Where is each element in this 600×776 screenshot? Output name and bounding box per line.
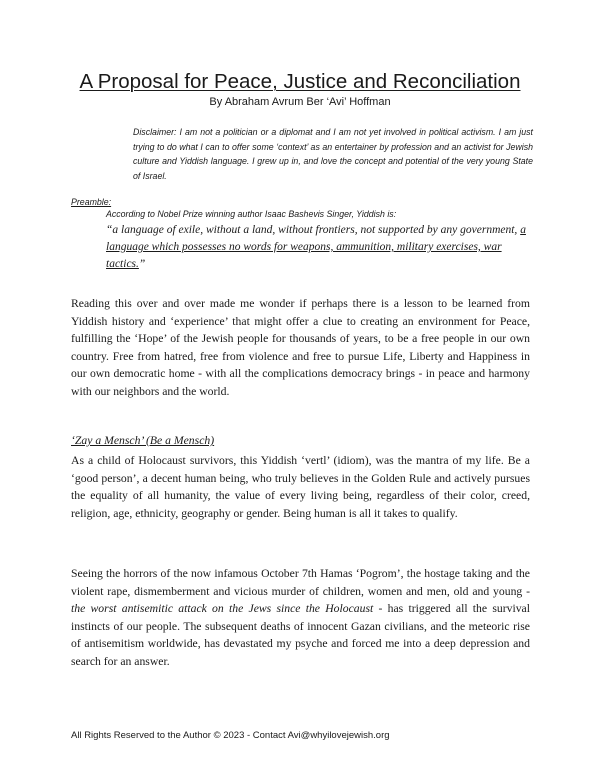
singer-quote (106, 222, 526, 273)
document-title: A Proposal for Peace, Justice and Reconciliation (79, 70, 521, 93)
preamble-intro: According to Nobel Prize winning author Isaac Bashevis Singer, Yiddish is: (106, 209, 397, 219)
section-heading: ‘Zay a Mensch’ (Be a Mensch) (71, 434, 215, 447)
paragraph-october-7-end: - has triggered all the survival instincts of our people. The subsequent deaths of innocent Gazan civilians, and the meteoric rise of antisemitism worldwide, has devastated my psyche and forced me into a deep depression and search for an answer. (71, 602, 530, 668)
paragraph-mensch: As a child of Holocaust survivors, this Yiddish ‘vertl’ (idiom), was the mantra of my life. Be a ‘good person’, a decent human being, who truly believes in the Golden Rule and actively pursues the equality of all humanity, the value of every living being, regardless of their color, creed, religion, age, ethnicity, geography or gender. Being human is all it takes to qualify. (71, 454, 530, 520)
paragraph-october-7-emphasis: the worst antisemitic attack on the Jews since the Holocaust (71, 602, 374, 615)
disclaimer: Disclaimer: I am not a politician or a diplomat and I am not yet involved in political activism. I am just trying to do what I can to offer some ‘context’ as an entertainer by profession and an activist for Jewish culture and Yiddish language. I grew up in, and love the concept and potential of the very young State of Israel. (133, 127, 533, 181)
quote-close: ” (138, 258, 146, 270)
byline: By Abraham Avrum Ber ‘Avi’ Hoffman (209, 96, 391, 108)
quote-text: “a language of exile, without a land, without frontiers, not supported by any government, (106, 224, 521, 236)
preamble-label: Preamble: (71, 197, 112, 207)
copyright-footer: All Rights Reserved to the Author © 2023 - Contact Avi@whyilovejewish.org (71, 730, 390, 741)
paragraph-october-7-start: Seeing the horrors of the now infamous October 7th Hamas ‘Pogrom’, the hostage taking and the violent rape, dismemberment and vicious murder of children, women and men, old and young - (71, 567, 530, 598)
paragraph-reflection: Reading this over and over made me wonder if perhaps there is a lesson to be learned from Yiddish history and ‘experience’ that might offer a clue to creating an environment for Peace, fulfilling the ‘Hope’ of the Jewish people for thousands of years, to be a free people in our own country. Free from hatred, free from violence and free to pursue Life, Liberty and Happiness in our own democratic home - with all the complications democracy brings - in peace and harmony with our neighbors and the world. (71, 297, 530, 398)
quote-underlined-text: a language which possesses no words for weapons, ammunition, military exercises, war tactics. (106, 224, 526, 270)
paragraph-october-7 (71, 565, 530, 670)
